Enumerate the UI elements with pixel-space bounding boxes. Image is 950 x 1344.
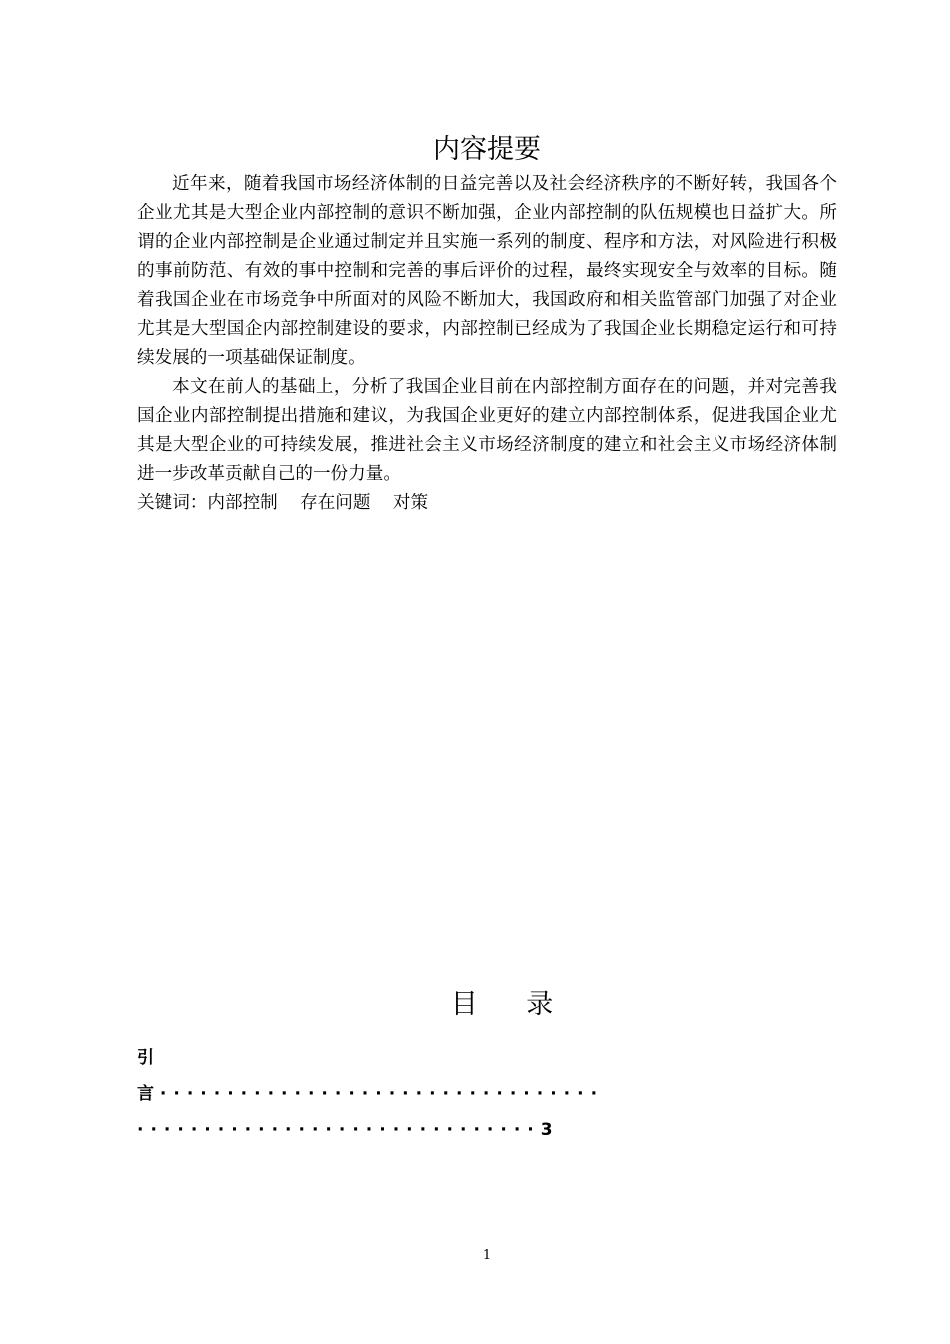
- keywords-line: 关键词：内部控制 存在问题 对策: [137, 493, 429, 513]
- abstract-paragraph-2: 本文在前人的基础上，分析了我国企业目前在内部控制方面存在的问题，并对完善我国企业内部控制提出措施和建议，为我国企业更好的建立内部控制体系，促进我国企业尤其是大型企业的可持续发展，推进社会主义市场经济制度的建立和社会主义市场经济体制进一步改革贡献自己的一份力量。: [137, 377, 837, 484]
- toc-entry-page-number: 3: [540, 1120, 553, 1140]
- toc-entry-line-3: [137, 1112, 837, 1148]
- toc-leader-dots-2: ······························: [137, 1120, 541, 1140]
- abstract-body: [137, 170, 837, 518]
- toc-entry-line-2: [137, 1076, 837, 1112]
- toc-title: 目 录: [450, 989, 554, 1020]
- toc-entry-introduction[interactable]: [137, 1040, 837, 1148]
- toc-entry-title-part-2: 言: [137, 1084, 154, 1104]
- page-number: 1: [482, 1248, 492, 1263]
- toc-leader-dots-1: ·································: [159, 1084, 605, 1104]
- abstract-title: 内容提要: [433, 134, 541, 165]
- toc-entry-line-1: [137, 1040, 837, 1076]
- toc-entry-title-part-1: 引: [137, 1048, 154, 1068]
- abstract-paragraph-1: 近年来，随着我国市场经济体制的日益完善以及社会经济秩序的不断好转，我国各个企业尤其是大型企业内部控制的意识不断加强，企业内部控制的队伍规模也日益扩大。所谓的企业内部控制是企业通过制定并且实施一系列的制度、程序和方法，对风险进行积极的事前防范、有效的事中控制和完善的事后评价的过程，最终实现安全与效率的目标。随着我国企业在市场竞争中所面对的风险不断加大，我国政府和相关监管部门加强了对企业尤其是大型国企内部控制建设的要求，内部控制已经成为了我国企业长期稳定运行和可持续发展的一项基础保证制度。: [137, 174, 837, 368]
